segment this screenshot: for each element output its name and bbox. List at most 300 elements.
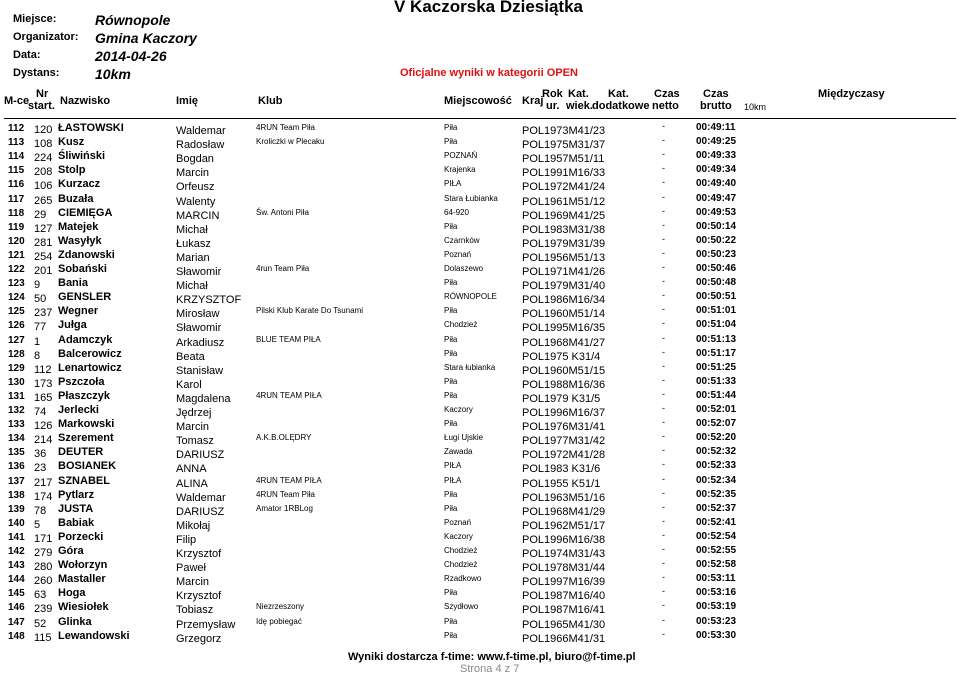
- gross-time-cell: 00:51:17: [696, 347, 737, 359]
- town-cell: Dolaszewo: [444, 264, 484, 273]
- category-cell: POL1955 K51/1: [522, 477, 601, 490]
- header-kat1: Kat.: [568, 88, 589, 100]
- distance-label: Dystans:: [13, 67, 60, 79]
- header-czas-netto-2: netto: [652, 100, 679, 112]
- category-cell: POL1960M51/14: [522, 308, 606, 321]
- town-cell: Chodzież: [444, 320, 478, 330]
- header-ur: ur.: [546, 100, 560, 112]
- town-cell: Piła: [444, 348, 458, 358]
- category-cell: POL1979M31/40: [522, 280, 606, 293]
- net-time-cell: -: [662, 177, 665, 188]
- firstname-cell: Karol: [176, 378, 202, 391]
- surname-cell: CIEMIĘGA: [58, 206, 113, 219]
- bib-cell: 239: [34, 603, 53, 616]
- club-cell: 4RUN TEAM PIŁA: [256, 475, 322, 485]
- category-cell: POL1969M41/25: [522, 209, 606, 222]
- category-cell: POL1972M41/24: [522, 181, 606, 194]
- net-time-cell: -: [662, 191, 665, 202]
- net-time-cell: -: [662, 445, 665, 456]
- table-row: [0, 530, 960, 544]
- net-time-cell: -: [662, 318, 665, 329]
- table-row: [0, 474, 960, 488]
- place-cell: 122: [8, 264, 25, 275]
- club-cell: 4RUN Team Piła: [256, 123, 315, 132]
- surname-cell: Markowski: [58, 418, 115, 431]
- surname-cell: Wasyłyk: [58, 234, 102, 247]
- gross-time-cell: 00:52:01: [696, 404, 737, 415]
- bib-cell: 63: [34, 589, 47, 602]
- table-row: [0, 163, 960, 180]
- firstname-cell: ANNA: [176, 463, 207, 476]
- town-cell: Ługi Ujskie: [444, 433, 484, 443]
- net-time-cell: -: [662, 403, 665, 413]
- place-cell: 141: [8, 531, 25, 543]
- bib-cell: 224: [34, 152, 53, 165]
- net-time-cell: -: [662, 149, 665, 160]
- firstname-cell: Michał: [176, 280, 208, 293]
- gross-time-cell: 00:49:11: [696, 122, 736, 133]
- town-cell: PIŁA: [444, 475, 462, 485]
- place-cell: 112: [8, 123, 25, 134]
- town-cell: Chodzież: [444, 546, 478, 555]
- firstname-cell: Magdalena: [176, 392, 231, 405]
- bib-cell: 77: [34, 321, 47, 334]
- place-cell: 135: [8, 447, 25, 459]
- surname-cell: Mastaller: [58, 573, 106, 586]
- town-cell: 64-920: [444, 207, 469, 217]
- table-row: [0, 516, 960, 530]
- firstname-cell: Marian: [176, 251, 210, 264]
- bib-cell: 8: [34, 349, 41, 362]
- firstname-cell: Marcin: [176, 576, 210, 589]
- table-row: [0, 544, 960, 558]
- header-czas-brutto-2: brutto: [700, 100, 732, 112]
- surname-cell: Glinka: [58, 615, 92, 628]
- category-cell: POL1973M41/23: [522, 125, 606, 137]
- club-cell: Św. Antoni Piła: [256, 207, 309, 217]
- table-row: [0, 445, 960, 462]
- category-cell: POL1965M41/30: [522, 618, 606, 631]
- town-cell: Rzadkowo: [444, 574, 482, 584]
- header-imie: Imię: [176, 95, 199, 107]
- place-cell: 133: [8, 419, 25, 431]
- surname-cell: Góra: [58, 545, 84, 557]
- header-start: start.: [28, 100, 55, 112]
- category-cell: POL1966M41/31: [522, 632, 606, 645]
- gross-time-cell: 00:51:44: [696, 389, 737, 401]
- net-time-cell: -: [662, 346, 665, 357]
- gross-time-cell: 00:50:23: [696, 248, 737, 260]
- gross-time-cell: 00:52:58: [696, 559, 737, 571]
- gross-time-cell: 00:52:33: [696, 460, 737, 472]
- bib-cell: 174: [34, 490, 53, 503]
- place-cell: 121: [8, 249, 25, 261]
- net-time-cell: -: [662, 614, 665, 625]
- net-time-cell: -: [662, 360, 665, 371]
- bib-cell: 265: [34, 194, 53, 207]
- town-cell: Piła: [444, 334, 458, 344]
- firstname-cell: KRZYSZTOF: [176, 294, 242, 307]
- firstname-cell: Tomasz: [176, 435, 214, 448]
- header-rok: Rok: [542, 88, 563, 100]
- table-row: [0, 177, 960, 194]
- header-kat2: Kat.: [608, 88, 629, 100]
- table-row: [0, 290, 960, 307]
- surname-cell: Matejek: [58, 220, 99, 233]
- bib-cell: 280: [34, 561, 53, 574]
- net-time-cell: -: [662, 247, 665, 258]
- surname-cell: Wołorzyn: [58, 559, 108, 572]
- firstname-cell: Radosław: [176, 139, 225, 152]
- organizer-value: Gmina Kaczory: [95, 30, 197, 46]
- table-row: [0, 318, 960, 335]
- table-row: [0, 572, 960, 589]
- firstname-cell: Bogdan: [176, 153, 214, 166]
- table-row: [0, 262, 960, 276]
- bib-cell: 214: [34, 434, 53, 447]
- town-cell: Piła: [444, 630, 458, 640]
- firstname-cell: Filip: [176, 533, 197, 546]
- town-cell: Stara Łubianka: [444, 193, 498, 203]
- gross-time-cell: 00:51:13: [696, 333, 737, 345]
- surname-cell: Śliwiński: [58, 150, 106, 163]
- firstname-cell: Przemysław: [176, 618, 236, 631]
- club-cell: Pilski Klub Karate Do Tsunami: [256, 306, 364, 316]
- firstname-cell: Krzysztof: [176, 590, 222, 603]
- firstname-cell: Sławomir: [176, 266, 222, 278]
- place-value: Równopole: [95, 12, 171, 28]
- place-cell: 113: [8, 137, 25, 149]
- table-row: [0, 234, 960, 248]
- table-row: [0, 502, 960, 516]
- bib-cell: 217: [34, 476, 53, 489]
- town-cell: Krajenka: [444, 165, 476, 175]
- gross-time-cell: 00:51:25: [696, 361, 737, 373]
- table-row: [0, 347, 960, 361]
- town-cell: Kaczory: [444, 531, 473, 541]
- table-row: [0, 135, 960, 152]
- net-time-cell: -: [662, 600, 665, 611]
- bib-cell: 201: [34, 265, 53, 277]
- firstname-cell: ALINA: [176, 477, 208, 490]
- gross-time-cell: 00:49:33: [696, 150, 737, 162]
- town-cell: Piła: [444, 419, 458, 429]
- firstname-cell: Arkadiusz: [176, 336, 225, 349]
- category-cell: POL1988M16/36: [522, 378, 606, 391]
- table-row: [0, 206, 960, 220]
- gross-time-cell: 00:52:41: [696, 516, 737, 528]
- town-cell: Stara łubianka: [444, 362, 496, 372]
- distance-value: 10km: [95, 66, 131, 82]
- club-cell: 4RUN Team Piła: [256, 489, 315, 499]
- surname-cell: Kusz: [58, 136, 85, 149]
- firstname-cell: Krzysztof: [176, 548, 222, 560]
- place-cell: 145: [8, 588, 25, 600]
- bib-cell: 5: [34, 518, 41, 531]
- table-row: [0, 192, 960, 206]
- category-cell: POL1978M31/44: [522, 562, 606, 575]
- table-row: [0, 558, 960, 575]
- header-kraj: Kraj: [522, 95, 544, 107]
- header-distance: 10km: [744, 102, 767, 112]
- firstname-cell: Orfeusz: [176, 181, 215, 194]
- firstname-cell: DARIUSZ: [176, 505, 225, 518]
- club-cell: Amator 1RBLog: [256, 503, 313, 513]
- net-time-cell: -: [662, 121, 665, 131]
- header-miejscowosc: Miejscowość: [444, 95, 512, 107]
- category-cell: POL1987M16/41: [522, 604, 606, 617]
- town-cell: Piła: [444, 616, 458, 626]
- category-cell: POL1971M41/26: [522, 266, 606, 278]
- bib-cell: 1: [34, 335, 41, 348]
- town-cell: Poznań: [444, 517, 472, 527]
- firstname-cell: Waldemar: [176, 491, 226, 504]
- club-cell: BLUE TEAM PIŁA: [256, 334, 321, 344]
- place-cell: 130: [8, 376, 25, 388]
- header-klub: Klub: [258, 95, 283, 107]
- table-row: [0, 121, 960, 135]
- surname-cell: BOSIANEK: [58, 460, 117, 473]
- net-time-cell: -: [662, 558, 665, 569]
- surname-cell: Jułga: [58, 319, 87, 332]
- firstname-cell: Waldemar: [176, 125, 226, 137]
- gross-time-cell: 00:53:23: [696, 615, 737, 627]
- firstname-cell: Paweł: [176, 562, 206, 575]
- header-miedzyczasy: Międzyczasy: [818, 88, 885, 100]
- place-cell: 124: [8, 292, 25, 304]
- category-cell: POL1961M51/12: [522, 195, 606, 208]
- table-row: [0, 149, 960, 166]
- firstname-cell: Tobiasz: [176, 604, 214, 617]
- surname-cell: JUSTA: [58, 502, 94, 515]
- net-time-cell: -: [662, 290, 665, 301]
- firstname-cell: Łukasz: [176, 237, 211, 250]
- gross-time-cell: 00:50:46: [696, 263, 737, 274]
- place-cell: 134: [8, 433, 25, 445]
- table-row: [0, 600, 960, 617]
- firstname-cell: Mirosław: [176, 308, 220, 321]
- surname-cell: GENSLER: [58, 291, 112, 304]
- place-cell: 115: [8, 165, 25, 177]
- surname-cell: Lewandowski: [58, 629, 130, 642]
- surname-cell: Płaszczyk: [58, 389, 110, 402]
- gross-time-cell: 00:52:32: [696, 446, 737, 458]
- category-cell: POL1987M16/40: [522, 590, 606, 603]
- net-time-cell: -: [662, 572, 665, 583]
- footer-page-number: Strona 4 z 7: [460, 663, 520, 675]
- bib-cell: 52: [34, 617, 47, 630]
- gross-time-cell: 00:53:30: [696, 629, 737, 641]
- place-cell: 128: [8, 348, 25, 360]
- gross-time-cell: 00:53:19: [696, 601, 737, 613]
- gross-time-cell: 00:49:34: [696, 164, 737, 176]
- town-cell: Piła: [444, 137, 458, 147]
- place-cell: 116: [8, 179, 25, 191]
- net-time-cell: -: [662, 417, 665, 428]
- surname-cell: Pszczoła: [58, 375, 105, 388]
- net-time-cell: -: [662, 233, 665, 244]
- bib-cell: 50: [34, 293, 47, 306]
- page-subtitle: Oficjalne wyniki w kategorii OPEN: [400, 67, 578, 79]
- net-time-cell: -: [662, 473, 665, 484]
- gross-time-cell: 00:52:34: [696, 474, 737, 486]
- net-time-cell: -: [662, 586, 665, 597]
- surname-cell: Adamczyk: [58, 333, 113, 346]
- bib-cell: 127: [34, 222, 53, 235]
- surname-cell: Pytlarz: [58, 488, 95, 501]
- surname-cell: SZNABEL: [58, 474, 110, 487]
- bib-cell: 165: [34, 391, 53, 404]
- place-cell: 127: [8, 334, 25, 346]
- town-cell: Piła: [444, 306, 458, 316]
- club-cell: Niezrzeszony: [256, 602, 305, 612]
- table-row: [0, 304, 960, 321]
- category-cell: POL1997M16/39: [522, 576, 606, 589]
- bib-cell: 74: [34, 406, 47, 418]
- organizer-label: Organizator:: [13, 31, 79, 43]
- gross-time-cell: 00:51:33: [696, 375, 737, 387]
- category-cell: POL1960M51/15: [522, 364, 606, 377]
- surname-cell: Hoga: [58, 587, 86, 600]
- place-cell: 119: [8, 221, 25, 233]
- bib-cell: 106: [34, 180, 53, 193]
- club-cell: A.K.B.OLĘDRY: [256, 433, 312, 443]
- town-cell: Piła: [444, 390, 458, 400]
- gross-time-cell: 00:50:48: [696, 277, 737, 289]
- bib-cell: 78: [34, 504, 47, 517]
- surname-cell: Zdanowski: [58, 248, 115, 261]
- place-cell: 144: [8, 574, 25, 586]
- firstname-cell: Stanisław: [176, 364, 224, 377]
- table-row: [0, 431, 960, 448]
- category-cell: POL1975 K31/4: [522, 350, 601, 363]
- net-time-cell: -: [662, 529, 665, 540]
- gross-time-cell: 00:52:37: [696, 502, 737, 514]
- table-row: [0, 586, 960, 603]
- gross-time-cell: 00:53:11: [696, 573, 736, 585]
- table-row: [0, 375, 960, 389]
- bib-cell: 171: [34, 532, 53, 545]
- firstname-cell: Walenty: [176, 195, 216, 208]
- town-cell: Poznań: [444, 249, 472, 259]
- category-cell: POL1983M31/38: [522, 223, 606, 236]
- firstname-cell: Mikołaj: [176, 519, 211, 532]
- place-label: Miejsce:: [13, 13, 57, 25]
- town-cell: Czarnków: [444, 235, 480, 245]
- firstname-cell: Grzegorz: [176, 632, 222, 645]
- town-cell: Zawada: [444, 447, 473, 457]
- table-row: [0, 248, 960, 262]
- net-time-cell: -: [662, 276, 665, 287]
- town-cell: RÓWNOPOLE: [444, 292, 497, 302]
- bib-cell: 112: [34, 363, 52, 376]
- bib-cell: 254: [34, 250, 53, 263]
- surname-cell: Balcerowicz: [58, 347, 122, 360]
- bib-cell: 120: [34, 124, 53, 136]
- surname-cell: Lenartowicz: [58, 361, 122, 374]
- gross-time-cell: 00:49:40: [696, 178, 737, 190]
- surname-cell: Porzecki: [58, 530, 104, 543]
- town-cell: Piła: [444, 376, 458, 386]
- town-cell: Kaczory: [444, 405, 473, 414]
- town-cell: Piła: [444, 489, 458, 499]
- header-nr: Nr: [36, 88, 49, 100]
- category-cell: POL1976M31/41: [522, 421, 606, 434]
- gross-time-cell: 00:49:25: [696, 136, 737, 148]
- net-time-cell: -: [662, 304, 665, 315]
- category-cell: POL1995M16/35: [522, 322, 606, 335]
- gross-time-cell: 00:51:04: [696, 319, 737, 331]
- firstname-cell: Beata: [176, 350, 205, 363]
- table-row: [0, 615, 960, 629]
- net-time-cell: -: [662, 459, 665, 470]
- place-cell: 142: [8, 546, 25, 557]
- header-wiek: wiek.: [566, 100, 593, 112]
- place-cell: 138: [8, 489, 25, 501]
- net-time-cell: -: [662, 501, 665, 512]
- bib-cell: 9: [34, 279, 41, 292]
- gross-time-cell: 00:49:47: [696, 192, 737, 204]
- firstname-cell: Marcin: [176, 167, 210, 180]
- gross-time-cell: 00:52:20: [696, 432, 737, 444]
- town-cell: PIŁA: [444, 179, 462, 189]
- gross-time-cell: 00:53:16: [696, 587, 737, 599]
- place-cell: 147: [8, 616, 25, 628]
- surname-cell: ŁASTOWSKI: [58, 122, 124, 134]
- category-cell: POL1991M16/33: [522, 167, 606, 180]
- place-cell: 140: [8, 517, 25, 529]
- surname-cell: Jerlecki: [58, 404, 99, 416]
- date-value: 2014-04-26: [95, 48, 167, 64]
- surname-cell: Szerement: [58, 432, 114, 445]
- place-cell: 120: [8, 235, 25, 247]
- surname-cell: Bania: [58, 277, 88, 290]
- place-cell: 117: [8, 193, 25, 205]
- firstname-cell: DARIUSZ: [176, 449, 225, 462]
- bib-cell: 173: [34, 377, 53, 390]
- town-cell: PIŁA: [444, 461, 462, 471]
- surname-cell: Kurzacz: [58, 178, 101, 191]
- gross-time-cell: 00:50:51: [696, 291, 737, 303]
- gross-time-cell: 00:52:07: [696, 418, 737, 430]
- category-cell: POL1986M16/34: [522, 294, 606, 307]
- net-time-cell: -: [662, 135, 665, 146]
- gross-time-cell: 00:49:53: [696, 206, 737, 218]
- table-row: [0, 417, 960, 434]
- net-time-cell: -: [662, 205, 665, 216]
- header-mce: M-ce: [4, 95, 30, 107]
- header-czas-netto-1: Czas: [654, 88, 680, 100]
- place-cell: 146: [8, 602, 25, 614]
- net-time-cell: -: [662, 544, 665, 554]
- table-row: [0, 488, 960, 502]
- surname-cell: Babiak: [58, 516, 95, 529]
- category-cell: POL1975M31/37: [522, 139, 606, 152]
- net-time-cell: -: [662, 262, 665, 272]
- bib-cell: 108: [34, 138, 53, 151]
- category-cell: POL1996M16/37: [522, 407, 606, 419]
- net-time-cell: -: [662, 388, 665, 399]
- town-cell: Szydłowo: [444, 602, 479, 612]
- table-row: [0, 276, 960, 293]
- header-czas-brutto-1: Czas: [703, 88, 729, 100]
- header-dodatkowe: dodatkowe: [592, 100, 650, 112]
- town-cell: Piła: [444, 588, 458, 598]
- category-cell: POL1996M16/38: [522, 533, 606, 546]
- place-cell: 118: [8, 207, 25, 219]
- gross-time-cell: 00:52:35: [696, 488, 737, 500]
- gross-time-cell: 00:52:55: [696, 545, 737, 556]
